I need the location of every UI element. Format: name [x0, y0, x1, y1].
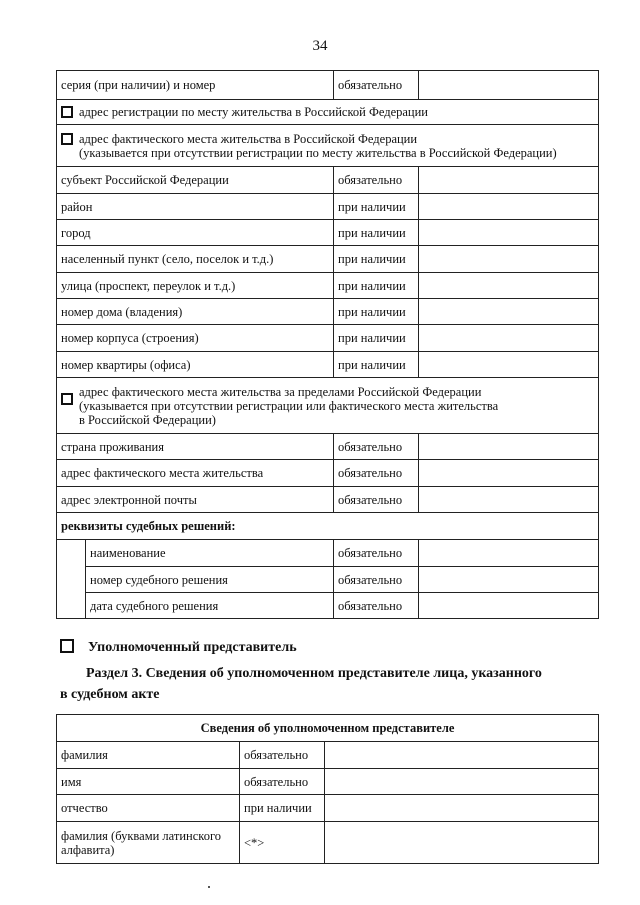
field-value-cell[interactable] [419, 593, 599, 619]
table-row [57, 822, 599, 864]
field-label: адрес электронной почты [57, 487, 334, 513]
field-requirement: <*> [240, 822, 325, 864]
table-row [57, 742, 599, 769]
field-value-cell[interactable] [419, 194, 599, 220]
reg-address-checkbox[interactable] [61, 106, 73, 118]
field-label: фамилия [57, 742, 240, 769]
field-requirement: при наличии [240, 795, 325, 822]
field-value-cell[interactable] [419, 540, 599, 567]
table-row [57, 795, 599, 822]
field-requirement: обязательно [240, 742, 325, 769]
field-value-cell[interactable] [325, 795, 599, 822]
field-value-cell[interactable] [419, 487, 599, 513]
section-3-heading [60, 663, 600, 705]
representative-table-header: Сведения об уполномоченном представителе [57, 715, 599, 742]
field-requirement: обязательно [334, 540, 419, 567]
field-requirement: обязательно [334, 460, 419, 487]
table-row [57, 769, 599, 795]
page-number: 34 [312, 38, 328, 54]
field-requirement: при наличии [334, 325, 419, 352]
field-label: район [57, 194, 334, 220]
table-row [57, 273, 599, 299]
field-requirement: обязательно [334, 593, 419, 619]
table-row [57, 299, 599, 325]
field-value-cell[interactable] [325, 822, 599, 864]
table-row [57, 715, 599, 742]
field-requirement: обязательно [334, 567, 419, 593]
field-value-cell[interactable] [419, 434, 599, 460]
table-row [57, 513, 599, 540]
representative-checkbox[interactable] [60, 639, 74, 653]
field-value-cell[interactable] [419, 325, 599, 352]
table-row [57, 352, 599, 378]
table-row [57, 246, 599, 273]
foreign-address-line2: (указывается при отсутствии регистрации или фактического места жительства [79, 398, 499, 413]
field-label: наименование [86, 540, 334, 567]
representative-option [60, 639, 297, 656]
field-value-cell[interactable] [419, 220, 599, 246]
field-label: фамилия (буквами латинского алфавита) [57, 822, 240, 864]
field-value-cell[interactable] [419, 246, 599, 273]
field-label: адрес фактического места жительства [57, 460, 334, 487]
field-requirement: обязательно [334, 487, 419, 513]
reg-address-header [57, 100, 599, 125]
representative-table [56, 714, 599, 864]
field-value-cell[interactable] [419, 273, 599, 299]
field-value-cell[interactable] [325, 742, 599, 769]
table-row [57, 325, 599, 352]
field-label: улица (проспект, переулок и т.д.) [57, 273, 334, 299]
field-requirement: обязательно [334, 71, 419, 100]
table-row [57, 378, 599, 434]
field-value-cell[interactable] [419, 352, 599, 378]
foreign-address-line3: в Российской Федерации) [79, 412, 216, 427]
field-value-cell[interactable] [325, 769, 599, 795]
scan-speck [208, 886, 210, 888]
field-label: имя [57, 769, 240, 795]
table-row [57, 100, 599, 125]
table-row [57, 220, 599, 246]
field-value-cell[interactable] [419, 460, 599, 487]
table-row [57, 487, 599, 513]
field-requirement: обязательно [334, 434, 419, 460]
field-requirement: при наличии [334, 246, 419, 273]
table-row [57, 460, 599, 487]
field-value-cell[interactable] [419, 299, 599, 325]
table-row [57, 167, 599, 194]
foreign-address-header [57, 378, 599, 434]
reg-address-label: адрес регистрации по месту жительства в Российской Федерации [79, 105, 428, 119]
actual-address-header [57, 125, 599, 167]
field-value-cell[interactable] [419, 567, 599, 593]
field-label: серия (при наличии) и номер [57, 71, 334, 100]
field-requirement: при наличии [334, 220, 419, 246]
field-label: населенный пункт (село, поселок и т.д.) [57, 246, 334, 273]
field-value-cell[interactable] [419, 167, 599, 194]
field-label: номер квартиры (офиса) [57, 352, 334, 378]
actual-address-line1: адрес фактического места жительства в Российской Федерации [79, 131, 418, 146]
field-label: отчество [57, 795, 240, 822]
representative-label: Уполномоченный представитель [88, 640, 297, 655]
actual-address-line2: (указывается при отсутствии регистрации по месту жительства в Российской Федерации) [79, 145, 557, 160]
field-requirement: обязательно [240, 769, 325, 795]
field-requirement: при наличии [334, 352, 419, 378]
field-label: номер судебного решения [86, 567, 334, 593]
field-label: номер корпуса (строения) [57, 325, 334, 352]
field-label: дата судебного решения [86, 593, 334, 619]
table-row [57, 567, 599, 593]
field-requirement: при наличии [334, 299, 419, 325]
field-label: номер дома (владения) [57, 299, 334, 325]
field-requirement: при наличии [334, 273, 419, 299]
table-row [57, 194, 599, 220]
section-3-line2: в судебном акте [60, 687, 160, 702]
table-row [57, 593, 599, 619]
table-row [57, 71, 599, 100]
field-label: субъект Российской Федерации [57, 167, 334, 194]
field-label: страна проживания [57, 434, 334, 460]
actual-address-checkbox[interactable] [61, 133, 73, 145]
foreign-address-checkbox[interactable] [61, 393, 73, 405]
field-requirement: при наличии [334, 194, 419, 220]
section-3-line1: Раздел 3. Сведения об уполномоченном представителе лица, указанного [86, 666, 542, 681]
field-value-cell[interactable] [419, 71, 599, 100]
field-requirement: обязательно [334, 167, 419, 194]
table-row [57, 434, 599, 460]
applicant-address-table [56, 70, 599, 619]
table-row [57, 540, 599, 567]
field-label: город [57, 220, 334, 246]
court-indent-cell [57, 540, 86, 619]
table-row [57, 125, 599, 167]
court-decisions-header: реквизиты судебных решений: [57, 513, 599, 540]
foreign-address-line1: адрес фактического места жительства за пределами Российской Федерации [79, 384, 482, 399]
